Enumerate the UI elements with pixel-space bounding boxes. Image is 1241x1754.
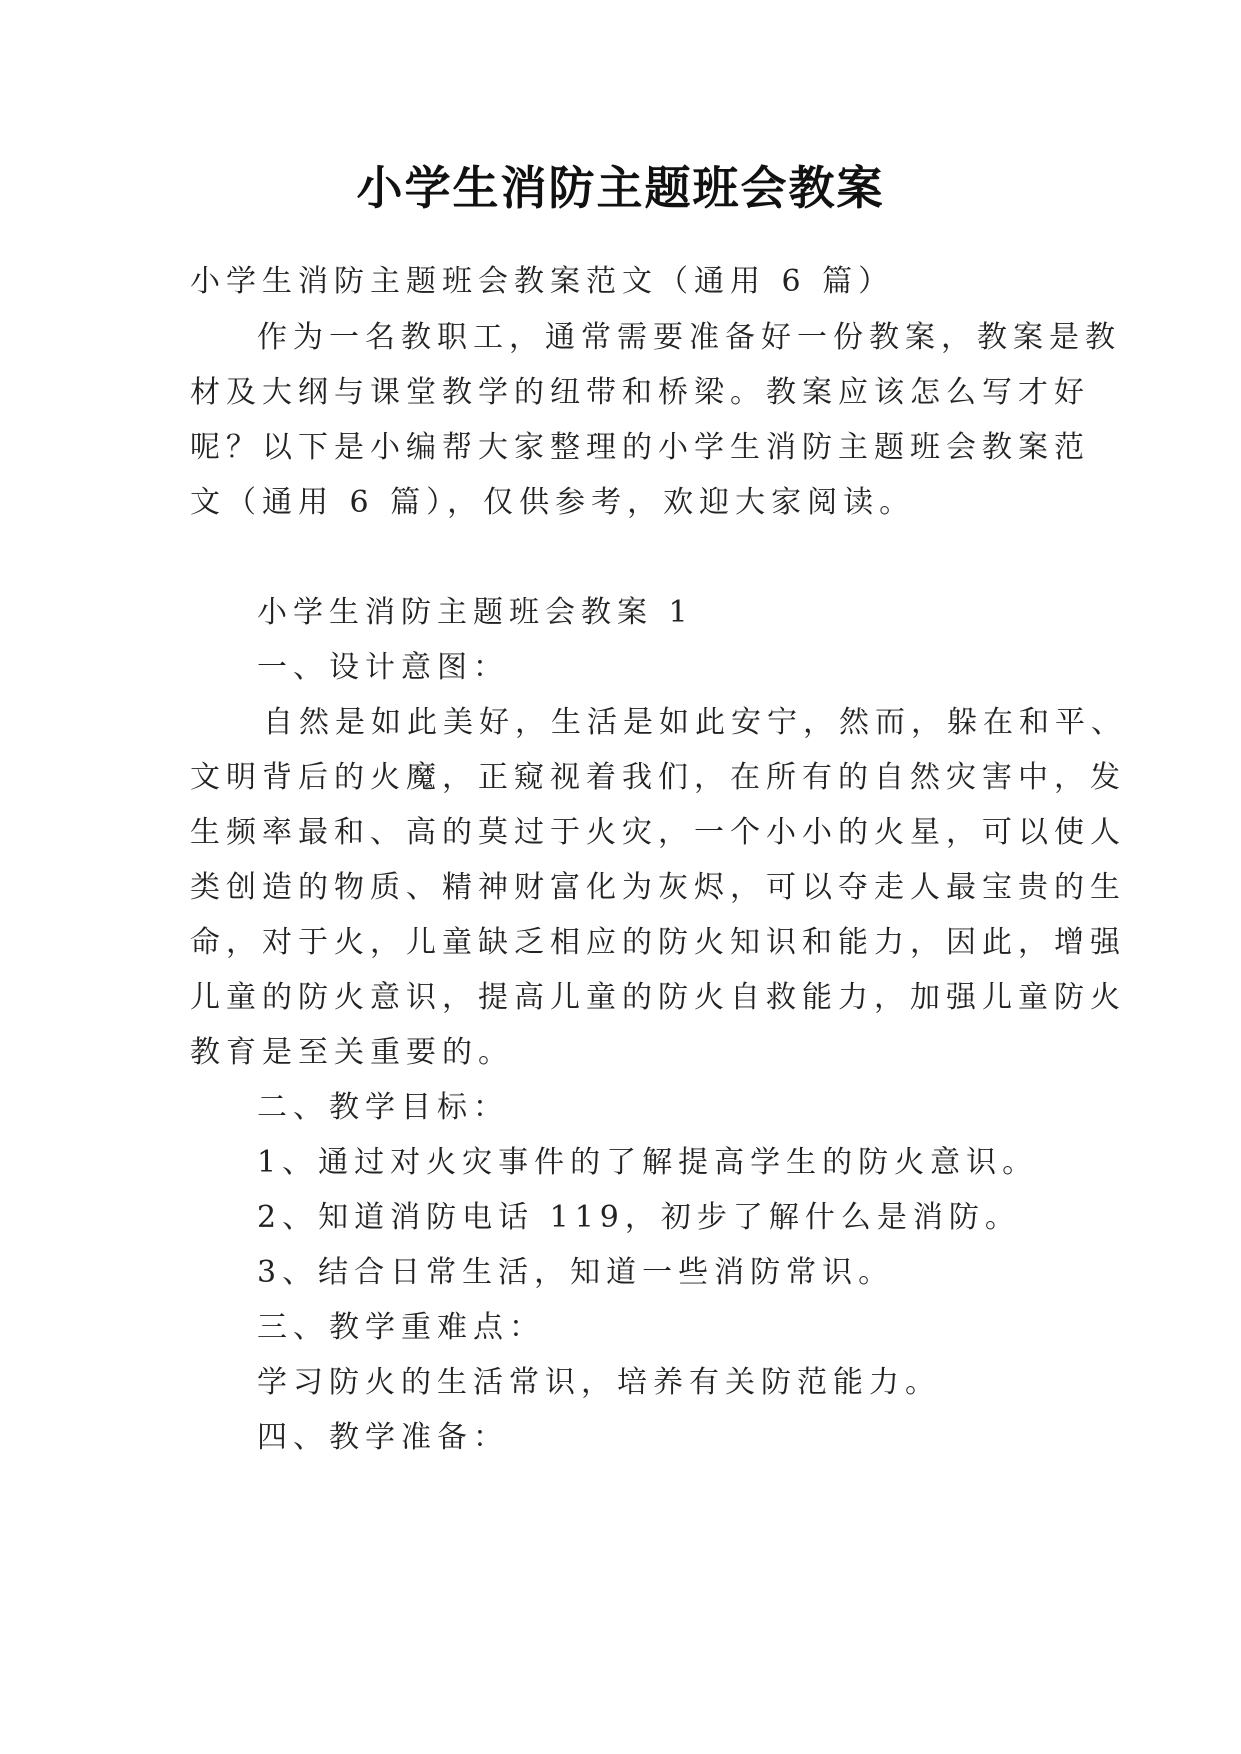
paragraph-line: 教育是至关重要的。	[190, 1035, 514, 1070]
goal-item: 3、结合日常生活，知道一些消防常识。	[257, 1255, 895, 1290]
heading-design-intent: 一、设计意图：	[257, 650, 509, 685]
paragraph-line: 类创造的物质、精神财富化为灰烬，可以夺走人最宝贵的生	[190, 870, 1126, 905]
heading-key-points: 三、教学重难点：	[257, 1310, 545, 1345]
paragraph-line: 儿童的防火意识，提高儿童的防火自救能力，加强儿童防火	[190, 980, 1126, 1015]
section-title: 小学生消防主题班会教案 1	[257, 595, 694, 630]
heading-preparation: 四、教学准备：	[257, 1420, 509, 1455]
intro-line: 呢？以下是小编帮大家整理的小学生消防主题班会教案范	[190, 430, 1090, 465]
intro-line: 文（通用 6 篇），仅供参考，欢迎大家阅读。	[190, 485, 916, 520]
paragraph-line: 文明背后的火魔，正窥视着我们，在所有的自然灾害中，发	[190, 760, 1126, 795]
key-points-text: 学习防火的生活常识，培养有关防范能力。	[257, 1365, 941, 1400]
document-title: 小学生消防主题班会教案	[356, 161, 885, 215]
subtitle: 小学生消防主题班会教案范文（通用 6 篇）	[190, 264, 895, 299]
intro-line: 材及大纲与课堂教学的纽带和桥梁。教案应该怎么写才好	[190, 375, 1090, 410]
heading-teaching-goals: 二、教学目标：	[257, 1090, 509, 1125]
intro-line: 作为一名教职工，通常需要准备好一份教案，教案是教	[257, 320, 1121, 355]
paragraph-line: 生频率最和、高的莫过于火灾，一个小小的火星，可以使人	[190, 815, 1126, 850]
paragraph-line: 自然是如此美好，生活是如此安宁，然而，躲在和平、	[263, 705, 1127, 740]
goal-item: 1、通过对火灾事件的了解提高学生的防火意识。	[257, 1145, 1039, 1180]
paragraph-line: 命，对于火，儿童缺乏相应的防火知识和能力，因此，增强	[190, 925, 1126, 960]
goal-item: 2、知道消防电话 119，初步了解什么是消防。	[257, 1200, 1021, 1235]
